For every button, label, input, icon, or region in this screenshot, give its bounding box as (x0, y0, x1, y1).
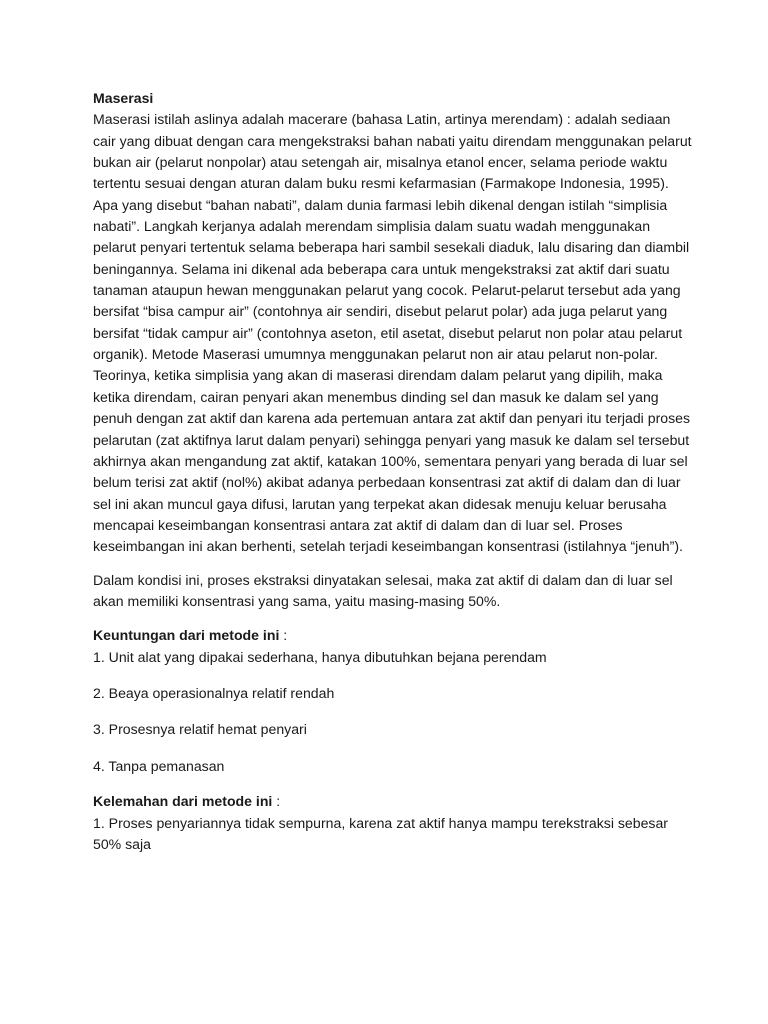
advantage-item: 2. Beaya operasionalnya relatif rendah (93, 684, 335, 701)
disadvantage-item: 1. Proses penyariannya tidak sempurna, karena zat aktif hanya mampu terekstraksi sebesar 50% saja (93, 814, 669, 852)
intro-paragraph: Maserasi istilah aslinya adalah macerare (bahasa Latin, artinya merendam) : adalah sediaan cair yang dibuat dengan cara mengekstraksi bahan nabati yaitu direndam menggunakan pelarut bukan air (pelarut nonpolar) atau setengah air, misalnya etanol encer, selama periode waktu tertentu sesuai dengan aturan dalam buku resmi kefarmasian (Farmakope Indonesia, 1995). Apa yang disebut “bahan nabati”, dalam dunia farmasi lebih dikenal dengan istilah “simplisia nabati”. Langkah kerjanya adalah merendam simplisia dalam suatu wadah menggunakan pelarut penyari tertentuk selama beberapa hari sambil sesekali diaduk, lalu disaring dan diambil beningannya. Selama ini dikenal ada beberapa cara untuk mengekstraksi zat aktif dari suatu tanaman ataupun hewan menggunakan pelarut yang cocok. Pelarut-pelarut tersebut ada yang bersifat “bisa campur air” (contohnya air sendiri, disebut pelarut polar) ada juga pelarut yang bersifat “tidak campur air” (contohnya aseton, etil asetat, disebut pelarut non polar atau pelarut organik). Metode Maserasi umumnya menggunakan pelarut non air atau pelarut non-polar. Teorinya, ketika simplisia yang akan di maserasi direndam dalam pelarut yang dipilih, maka ketika direndam, cairan penyari akan menembus dinding sel dan masuk ke dalam sel yang penuh dengan zat aktif dan karena ada pertemuan antara zat aktif dan penyari itu terjadi proses pelarutan (zat aktifnya larut dalam penyari) sehingga penyari yang masuk ke dalam sel tersebut akhirnya akan mengandung zat aktif, katakan 100%, sementara penyari yang berada di luar sel belum terisi zat aktif (nol%) akibat adanya perbedaan konsentrasi zat aktif di dalam dan di luar sel ini akan muncul gaya difusi, larutan yang terpekat akan didesak menuju keluar berusaha mencapai keseimbangan konsentrasi antara zat aktif di dalam dan di luar sel. Proses keseimbangan ini akan berhenti, setelah terjadi keseimbangan konsentrasi (istilahnya “jenuh”). (93, 111, 692, 555)
disadvantages-heading-suffix: : (272, 793, 281, 810)
advantages-heading-line (93, 625, 693, 646)
advantage-item: 1. Unit alat yang dipakai sederhana, hanya dibutuhkan bejana perendam (93, 648, 547, 665)
advantage-item: 4. Tanpa pemanasan (93, 757, 225, 774)
advantage-item: 3. Prosesnya relatif hemat penyari (93, 721, 307, 738)
conclusion-paragraph: Dalam kondisi ini, proses ekstraksi dinyatakan selesai, maka zat aktif di dalam dan di luar sel akan memiliki konsentrasi yang sama, yaitu masing-masing 50%. (93, 572, 673, 610)
document-page (93, 88, 693, 855)
disadvantages-heading-line (93, 791, 693, 812)
document-title: Maserasi (93, 90, 154, 106)
advantages-heading: Keuntungan dari metode ini (93, 627, 280, 644)
disadvantages-heading: Kelemahan dari metode ini (93, 793, 273, 810)
advantages-heading-suffix: : (279, 627, 288, 644)
